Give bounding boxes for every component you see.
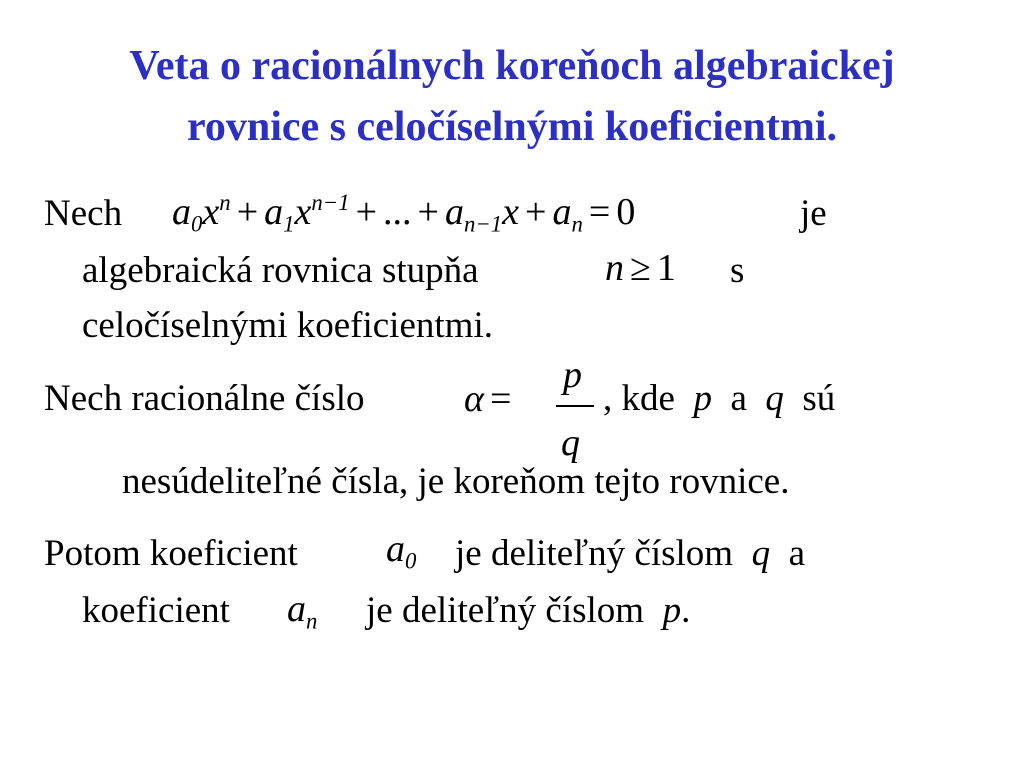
deg-one: 1 <box>656 247 676 289</box>
exp-n: n <box>219 189 231 215</box>
p3-line-2a: koeficient <box>82 590 230 631</box>
coef-an: a <box>552 191 572 233</box>
coef-an-1: a <box>444 191 464 233</box>
alpha-def <box>464 380 517 418</box>
var-x: x <box>294 191 312 233</box>
var-x: x <box>202 191 220 233</box>
sub-n: n <box>571 211 583 237</box>
zero: 0 <box>616 191 636 233</box>
ellipsis: ... <box>383 191 412 233</box>
p3-line-2b <box>366 592 690 629</box>
var-x: x <box>502 191 520 233</box>
title-line-1: Veta o racionálnych koreňoch algebraickej <box>129 43 895 89</box>
var-q: q <box>751 533 771 574</box>
var-q: q <box>765 378 784 419</box>
p2-line-2: nesúdeliteľné čísla, je koreňom tejto rovnice. <box>122 461 790 502</box>
a0-letter: a <box>386 528 405 570</box>
p3-lead: Potom koeficient <box>44 533 298 574</box>
p1-line-2: algebraická rovnica stupňa <box>82 250 479 291</box>
divisible-text: je deliteľný číslom <box>455 533 734 574</box>
p2-kde <box>603 380 835 417</box>
coef-a0: a <box>172 191 191 233</box>
a0-sub: 0 <box>405 548 417 574</box>
equation-polynomial <box>172 189 636 237</box>
sub-1: 1 <box>283 211 295 237</box>
ge-sign: ≥ <box>630 247 651 289</box>
p1-s: s <box>730 250 745 291</box>
p2-lead: Nech racionálne číslo <box>44 378 365 419</box>
an-sub: n <box>306 608 318 634</box>
frac-denominator: q <box>561 422 580 464</box>
p1-je: je <box>800 193 827 234</box>
var-p: p <box>693 378 712 419</box>
sub-0: 0 <box>191 211 203 237</box>
var-p: p <box>662 590 682 631</box>
an-letter: a <box>287 588 306 630</box>
frac-numerator: p <box>563 354 582 396</box>
period: . <box>681 590 691 631</box>
sub-n-minus-1: n−1 <box>463 211 503 237</box>
p1-line-3: celočíselnými koeficientmi. <box>82 305 493 346</box>
coef-a1: a <box>264 191 284 233</box>
exp-n-minus-1: n−1 <box>311 189 350 215</box>
plus-3: + <box>417 191 439 233</box>
degree-condition <box>605 249 676 287</box>
divisible-text-2: je deliteľný číslom <box>366 590 645 631</box>
equals: = <box>588 191 611 233</box>
title-line-2: rovnice s celočíselnými koeficientmi. <box>186 104 838 150</box>
kde-text: , kde <box>603 378 675 419</box>
plus-4: + <box>525 191 547 233</box>
deg-n: n <box>605 247 624 289</box>
coef-a0-term <box>386 528 417 574</box>
p3-mid <box>455 535 805 572</box>
and-text: a <box>730 378 747 419</box>
and-text: a <box>788 533 806 574</box>
p1-lead: Nech <box>44 193 123 234</box>
su-text: sú <box>802 378 836 419</box>
slide-title <box>0 36 1024 158</box>
plus-1: + <box>236 191 259 233</box>
fraction-bar <box>556 405 594 407</box>
alpha-symbol: α <box>464 378 484 420</box>
plus-2: + <box>355 191 378 233</box>
coef-an-term <box>287 588 318 634</box>
alpha-equals: = <box>489 378 512 420</box>
